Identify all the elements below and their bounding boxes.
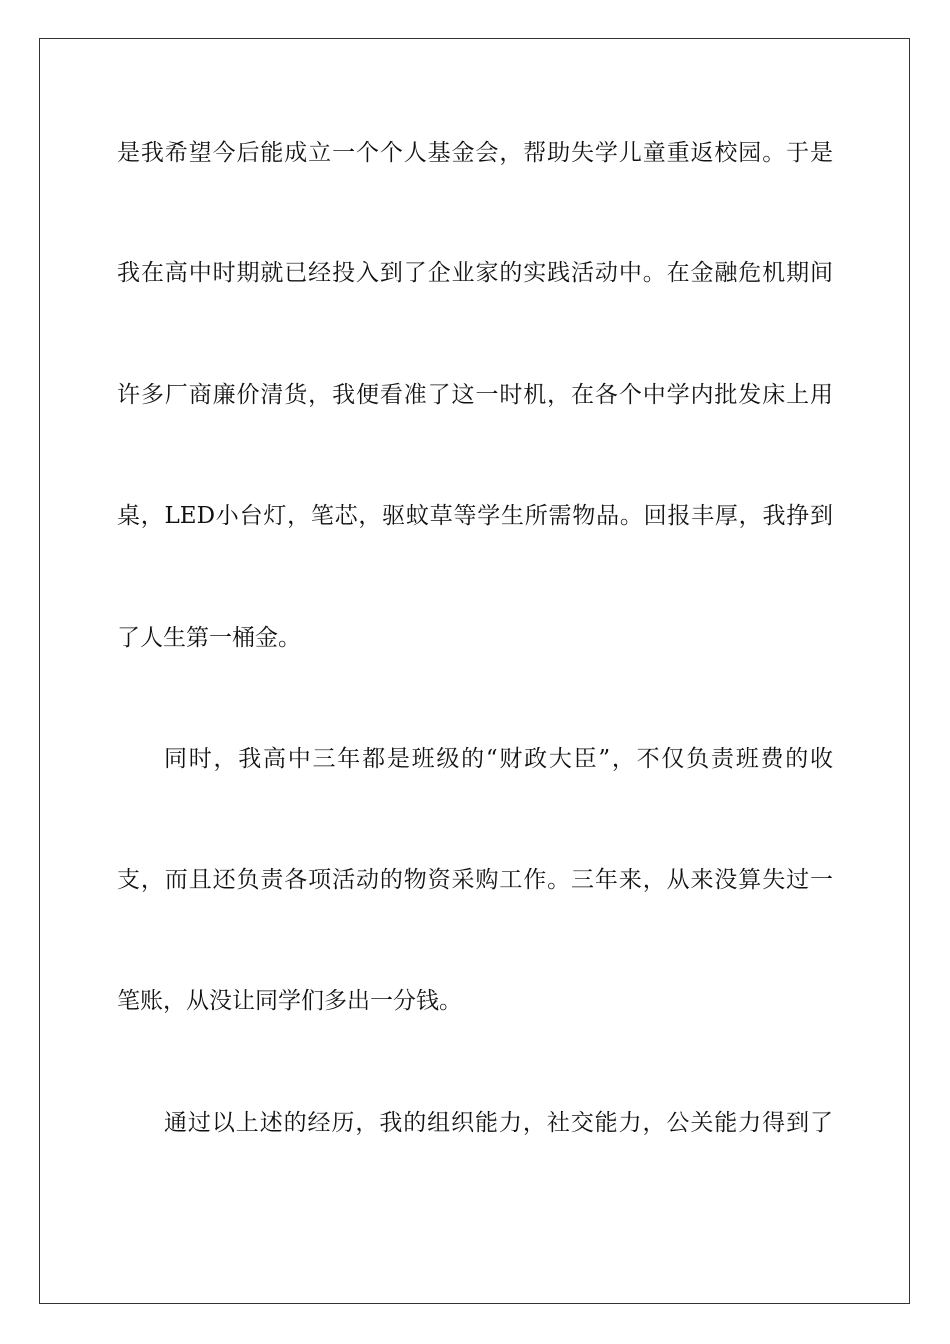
text-line-1: 是我希望今后能成立一个个人基金会，帮助失学儿童重返校园。于是	[117, 140, 833, 166]
text-line-9: 通过以上述的经历，我的组织能力，社交能力，公关能力得到了	[164, 1110, 833, 1136]
text-line-5: 了人生第一桶金。	[117, 625, 301, 651]
text-line-4: 桌，LED小台灯，笔芯，驱蚊草等学生所需物品。回报丰厚，我挣到	[117, 503, 833, 529]
text-line-8: 笔账，从没让同学们多出一分钱。	[117, 988, 462, 1014]
text-line-6: 同时，我高中三年都是班级的“财政大臣”，不仅负责班费的收	[164, 746, 833, 772]
text-line-7: 支，而且还负责各项活动的物资采购工作。三年来，从来没算失过一	[117, 867, 833, 893]
text-line-2: 我在高中时期就已经投入到了企业家的实践活动中。在金融危机期间	[117, 260, 833, 286]
text-line-3: 许多厂商廉价清货，我便看准了这一时机，在各个中学内批发床上用	[117, 382, 833, 408]
